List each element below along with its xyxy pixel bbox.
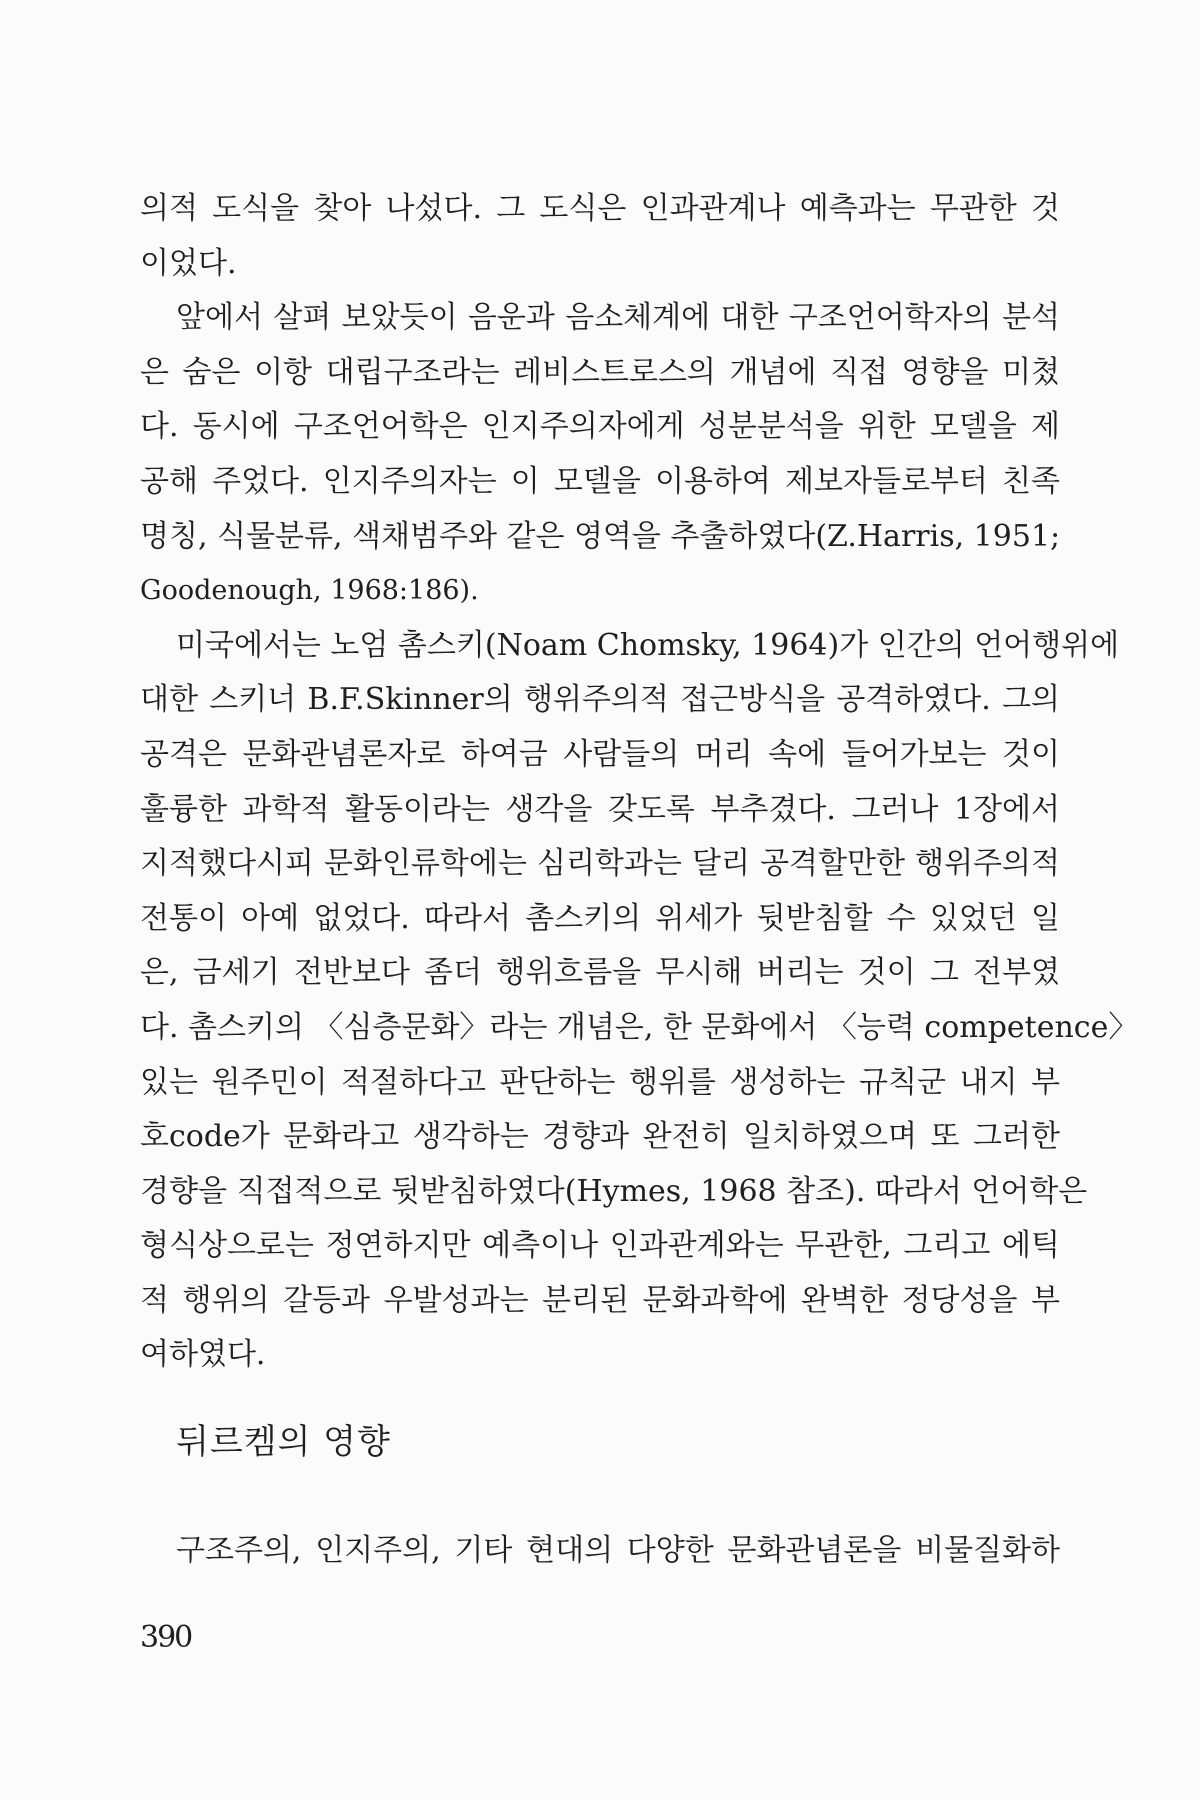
text-line: 명칭, 식물분류, 색채범주와 같은 영역을 추출하였다(Z.Harris, 1951; [140, 518, 1061, 554]
text-line: Goodenough, 1968:186). [140, 575, 479, 607]
page-number: 390 [140, 1620, 192, 1655]
text-line: 대한 스키너 B.F.Skinner의 행위주의적 접근방식을 공격하였다. 그의 [140, 682, 1060, 718]
text-line: 미국에서는 노엄 촘스키(Noam Chomsky, 1964)가 인간의 언어행위에 [176, 627, 1120, 663]
text-line: 여하였다. [140, 1337, 266, 1373]
text-line: 다. 동시에 구조언어학은 인지주의자에게 성분분석을 위한 모델을 제 [140, 409, 1060, 445]
text-line: 형식상으로는 정연하지만 예측이나 인과관계와는 무관한, 그리고 에틱 [140, 1228, 1060, 1264]
paragraph-continuation [140, 182, 1060, 291]
text-line: 적 행위의 갈등과 우발성과는 분리된 문화과학에 완벽한 정당성을 부 [140, 1282, 1060, 1318]
text-line: 은 숨은 이항 대립구조라는 레비스트로스의 개념에 직접 영향을 미쳤 [140, 354, 1060, 390]
text-line: 이었다. [140, 245, 237, 281]
body-text [140, 182, 1139, 1383]
paragraph [140, 619, 1139, 1383]
text-line: 경향을 직접적으로 뒷받침하였다(Hymes, 1968 참조). 따라서 언어학은 [140, 1173, 1088, 1209]
text-line: 훌륭한 과학적 활동이라는 생각을 갖도록 부추겼다. 그러나 1장에서 [140, 791, 1060, 827]
text-line: 공격은 문화관념론자로 하여금 사람들의 머리 속에 들어가보는 것이 [140, 736, 1060, 772]
section-heading: 뒤르켐의 영향 [176, 1422, 391, 1462]
text-line: 공해 주었다. 인지주의자는 이 모델을 이용하여 제보자들로부터 친족 [140, 463, 1060, 499]
text-line: 있는 원주민이 적절하다고 판단하는 행위를 생성하는 규칙군 내지 부 [140, 1064, 1060, 1100]
text-line: 지적했다시피 문화인류학에는 심리학과는 달리 공격할만한 행위주의적 [140, 846, 1060, 882]
text-line: 의적 도식을 찾아 나섰다. 그 도식은 인과관계나 예측과는 무관한 것 [140, 191, 1060, 226]
text-line: 호code가 문화라고 생각하는 경향과 완전히 일치하였으며 또 그러한 [140, 1119, 1060, 1155]
text-line: 전통이 아예 없었다. 따라서 촘스키의 위세가 뒷받침할 수 있었던 일 [140, 900, 1060, 936]
text-line: 앞에서 살펴 보았듯이 음운과 음소체계에 대한 구조언어학자의 분석 [176, 300, 1060, 336]
next-paragraph-first-line: 구조주의, 인지주의, 기타 현대의 다양한 문화관념론을 비물질화하 [176, 1533, 1060, 1568]
paragraph [140, 291, 1060, 619]
text-line: 은, 금세기 전반보다 좀더 행위흐름을 무시해 버리는 것이 그 전부였 [140, 955, 1060, 991]
text-line: 다. 촘스키의 〈심층문화〉라는 개념은, 한 문화에서 〈능력 competence〉 [140, 1009, 1139, 1045]
